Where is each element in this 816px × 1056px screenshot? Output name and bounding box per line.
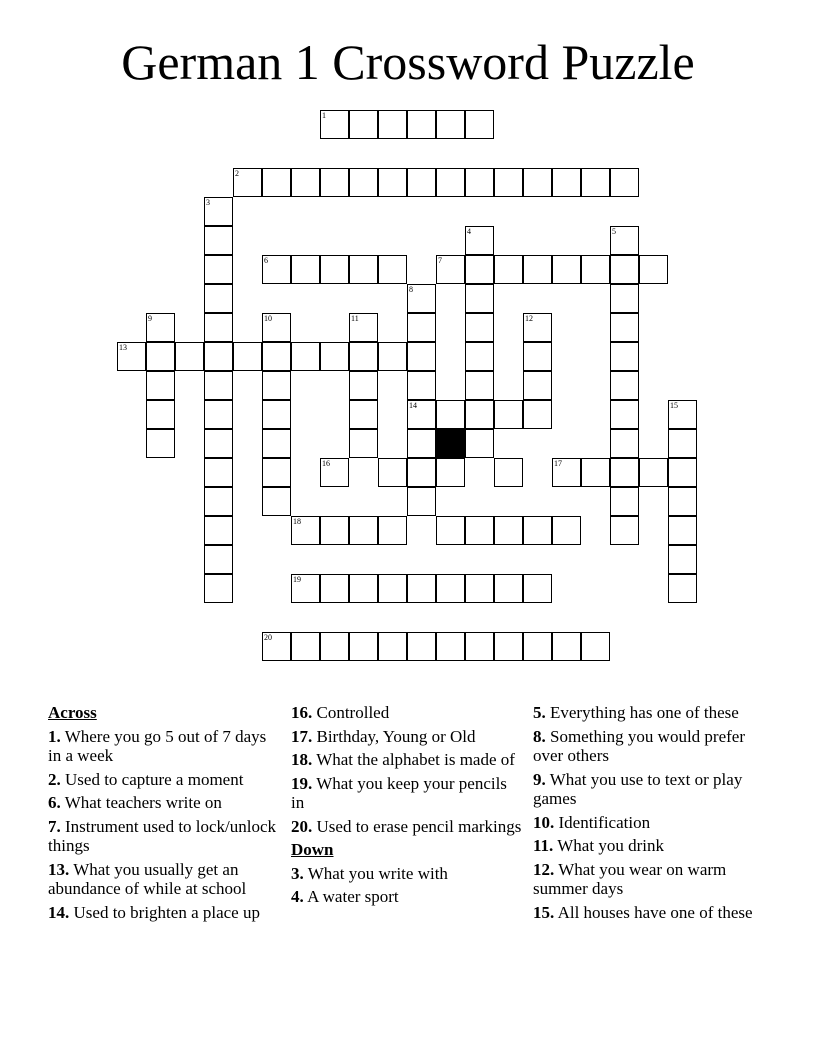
clue-number: 7 bbox=[438, 256, 442, 265]
grid-cell[interactable] bbox=[523, 516, 552, 545]
grid-cell[interactable] bbox=[204, 458, 233, 487]
grid-cell[interactable] bbox=[262, 371, 291, 400]
clue-item bbox=[48, 903, 280, 923]
grid-cell[interactable] bbox=[494, 574, 523, 603]
clue-item bbox=[291, 727, 523, 747]
clue-number: 3 bbox=[206, 198, 210, 207]
across-heading: Across bbox=[48, 703, 97, 722]
clue-text: Where you go 5 out of 7 days in a week bbox=[48, 726, 267, 765]
grid-cell[interactable] bbox=[436, 516, 465, 545]
clue-number-label: 8. bbox=[533, 726, 546, 746]
grid-cell[interactable] bbox=[610, 226, 639, 255]
grid-cell[interactable] bbox=[146, 342, 175, 371]
grid-cell[interactable] bbox=[262, 458, 291, 487]
grid-cell[interactable] bbox=[610, 255, 639, 284]
grid-cell[interactable] bbox=[610, 313, 639, 342]
down-clue-list bbox=[291, 864, 523, 907]
clue-column-2 bbox=[291, 703, 523, 911]
across-clue-list-continued bbox=[291, 703, 523, 836]
grid-cell[interactable] bbox=[407, 400, 436, 429]
grid-cell[interactable] bbox=[494, 168, 523, 197]
grid-cell[interactable] bbox=[378, 168, 407, 197]
grid-cell[interactable] bbox=[204, 429, 233, 458]
grid-cell[interactable] bbox=[349, 168, 378, 197]
clue-item bbox=[48, 770, 280, 790]
clue-text: Identification bbox=[558, 812, 651, 832]
grid-cell[interactable] bbox=[639, 458, 668, 487]
grid-cell[interactable] bbox=[349, 110, 378, 139]
grid-cell[interactable] bbox=[349, 516, 378, 545]
grid-cell[interactable] bbox=[175, 342, 204, 371]
grid-cell[interactable] bbox=[291, 632, 320, 661]
grid-cell[interactable] bbox=[465, 313, 494, 342]
grid-cell[interactable] bbox=[610, 429, 639, 458]
grid-cell[interactable] bbox=[465, 110, 494, 139]
grid-cell[interactable] bbox=[204, 400, 233, 429]
grid-cell[interactable] bbox=[668, 487, 697, 516]
grid-cell[interactable] bbox=[639, 255, 668, 284]
clue-item bbox=[291, 750, 523, 770]
grid-cell[interactable] bbox=[407, 110, 436, 139]
grid-cell[interactable] bbox=[523, 400, 552, 429]
grid-cell[interactable] bbox=[291, 168, 320, 197]
grid-cell[interactable] bbox=[262, 342, 291, 371]
clue-item bbox=[48, 817, 280, 856]
grid-cell[interactable] bbox=[349, 313, 378, 342]
clue-number-label: 4. bbox=[291, 887, 304, 906]
grid-cell[interactable] bbox=[320, 110, 349, 139]
grid-cell[interactable] bbox=[610, 458, 639, 487]
grid-cell[interactable] bbox=[204, 487, 233, 516]
clue-number: 9 bbox=[148, 314, 152, 323]
grid-cell[interactable] bbox=[610, 400, 639, 429]
down-clue-list-continued bbox=[533, 703, 753, 922]
grid-cell[interactable] bbox=[291, 516, 320, 545]
clue-text: What you usually get an abundance of while at school bbox=[48, 859, 247, 898]
grid-cell[interactable] bbox=[552, 632, 581, 661]
grid-cell[interactable] bbox=[204, 197, 233, 226]
grid-cell[interactable] bbox=[610, 371, 639, 400]
grid-cell[interactable] bbox=[320, 255, 349, 284]
grid-cell[interactable] bbox=[146, 313, 175, 342]
clue-text: Controlled bbox=[316, 703, 390, 722]
grid-cell[interactable] bbox=[523, 342, 552, 371]
clue-number: 19 bbox=[293, 575, 301, 584]
clue-number: 6 bbox=[264, 256, 268, 265]
clue-number-label: 7. bbox=[48, 816, 61, 836]
grid-cell-blocked bbox=[436, 429, 465, 458]
clue-column-1 bbox=[48, 703, 280, 926]
grid-cell[interactable] bbox=[349, 371, 378, 400]
clue-number-label: 17. bbox=[291, 726, 313, 746]
grid-cell[interactable] bbox=[378, 458, 407, 487]
grid-cell[interactable] bbox=[262, 400, 291, 429]
grid-cell[interactable] bbox=[552, 255, 581, 284]
clue-number: 10 bbox=[264, 314, 272, 323]
grid-cell[interactable] bbox=[523, 371, 552, 400]
clue-text: What the alphabet is made of bbox=[316, 750, 515, 769]
grid-cell[interactable] bbox=[349, 255, 378, 284]
grid-cell[interactable] bbox=[668, 458, 697, 487]
grid-cell[interactable] bbox=[378, 516, 407, 545]
grid-cell[interactable] bbox=[320, 574, 349, 603]
clue-number-label: 9. bbox=[533, 769, 546, 789]
grid-cell[interactable] bbox=[204, 342, 233, 371]
grid-cell[interactable] bbox=[465, 255, 494, 284]
grid-cell[interactable] bbox=[233, 342, 262, 371]
grid-cell[interactable] bbox=[465, 400, 494, 429]
grid-cell[interactable] bbox=[523, 574, 552, 603]
clue-item bbox=[291, 864, 523, 884]
grid-cell[interactable] bbox=[523, 632, 552, 661]
clue-item bbox=[533, 860, 753, 899]
clue-text: A water sport bbox=[307, 887, 399, 906]
grid-cell[interactable] bbox=[320, 516, 349, 545]
grid-cell[interactable] bbox=[146, 429, 175, 458]
clue-item bbox=[48, 860, 280, 899]
grid-cell[interactable] bbox=[552, 458, 581, 487]
clue-text: Used to erase pencil markings bbox=[316, 816, 522, 836]
grid-cell[interactable] bbox=[378, 110, 407, 139]
grid-cell[interactable] bbox=[494, 400, 523, 429]
grid-cell[interactable] bbox=[668, 574, 697, 603]
clue-number-label: 19. bbox=[291, 773, 313, 793]
clue-number-label: 3. bbox=[291, 863, 304, 883]
grid-cell[interactable] bbox=[407, 168, 436, 197]
clue-number-label: 20. bbox=[291, 816, 313, 836]
grid-cell[interactable] bbox=[233, 168, 262, 197]
grid-cell[interactable] bbox=[610, 168, 639, 197]
clue-text: Instrument used to lock/unlock things bbox=[48, 816, 277, 855]
grid-cell[interactable] bbox=[262, 487, 291, 516]
clue-text: What you keep your pencils in bbox=[291, 773, 507, 812]
page-title: German 1 Crossword Puzzle bbox=[121, 34, 695, 90]
clue-number-label: 6. bbox=[48, 793, 61, 812]
grid-cell[interactable] bbox=[494, 516, 523, 545]
clue-text: All houses have one of these bbox=[557, 902, 753, 922]
grid-cell[interactable] bbox=[407, 574, 436, 603]
grid-cell[interactable] bbox=[146, 400, 175, 429]
grid-cell[interactable] bbox=[262, 255, 291, 284]
grid-cell[interactable] bbox=[262, 429, 291, 458]
grid-cell[interactable] bbox=[581, 255, 610, 284]
grid-cell[interactable] bbox=[349, 400, 378, 429]
clue-number: 12 bbox=[525, 314, 533, 323]
clue-text: Everything has one of these bbox=[550, 703, 739, 722]
clue-number: 2 bbox=[235, 169, 239, 178]
grid-cell[interactable] bbox=[204, 574, 233, 603]
across-clue-list bbox=[48, 727, 280, 923]
clue-number-label: 2. bbox=[48, 769, 61, 789]
grid-cell[interactable] bbox=[320, 458, 349, 487]
clue-item bbox=[533, 770, 753, 809]
grid-cell[interactable] bbox=[204, 371, 233, 400]
grid-cell[interactable] bbox=[465, 284, 494, 313]
clue-number: 1 bbox=[322, 111, 326, 120]
clue-number-label: 18. bbox=[291, 750, 313, 769]
grid-cell[interactable] bbox=[407, 342, 436, 371]
grid-cell[interactable] bbox=[668, 516, 697, 545]
grid-cell[interactable] bbox=[436, 400, 465, 429]
grid-cell[interactable] bbox=[204, 313, 233, 342]
clue-item bbox=[48, 727, 280, 766]
clue-number-label: 14. bbox=[48, 902, 70, 922]
grid-cell[interactable] bbox=[407, 487, 436, 516]
grid-cell[interactable] bbox=[320, 342, 349, 371]
clue-number: 14 bbox=[409, 401, 417, 410]
grid-cell[interactable] bbox=[146, 371, 175, 400]
grid-cell[interactable] bbox=[610, 516, 639, 545]
grid-cell[interactable] bbox=[291, 574, 320, 603]
clue-item bbox=[291, 887, 523, 907]
grid-cell[interactable] bbox=[291, 255, 320, 284]
clue-item bbox=[48, 793, 280, 813]
grid-cell[interactable] bbox=[465, 168, 494, 197]
grid-cell[interactable] bbox=[465, 574, 494, 603]
grid-cell[interactable] bbox=[465, 342, 494, 371]
grid-cell[interactable] bbox=[204, 226, 233, 255]
grid-cell[interactable] bbox=[349, 342, 378, 371]
clue-number: 16 bbox=[322, 459, 330, 468]
clue-column-3 bbox=[533, 703, 753, 926]
clue-item bbox=[533, 903, 753, 923]
grid-cell[interactable] bbox=[407, 371, 436, 400]
grid-cell[interactable] bbox=[204, 545, 233, 574]
clue-number: 8 bbox=[409, 285, 413, 294]
clue-item bbox=[291, 817, 523, 837]
clue-text: What teachers write on bbox=[64, 793, 222, 812]
clue-text: What you wear on warm summer days bbox=[533, 859, 727, 898]
grid-cell[interactable] bbox=[465, 429, 494, 458]
grid-cell[interactable] bbox=[668, 545, 697, 574]
clue-number: 5 bbox=[612, 227, 616, 236]
clue-number: 17 bbox=[554, 459, 562, 468]
grid-cell[interactable] bbox=[668, 429, 697, 458]
clue-number-label: 5. bbox=[533, 703, 546, 722]
grid-cell[interactable] bbox=[204, 516, 233, 545]
grid-cell[interactable] bbox=[436, 574, 465, 603]
grid-cell[interactable] bbox=[117, 342, 146, 371]
grid-cell[interactable] bbox=[465, 632, 494, 661]
grid-cell[interactable] bbox=[378, 255, 407, 284]
grid-cell[interactable] bbox=[407, 632, 436, 661]
grid-cell[interactable] bbox=[523, 313, 552, 342]
clue-item bbox=[533, 813, 753, 833]
grid-cell[interactable] bbox=[262, 313, 291, 342]
grid-cell[interactable] bbox=[581, 168, 610, 197]
grid-cell[interactable] bbox=[465, 226, 494, 255]
clue-number-label: 1. bbox=[48, 726, 61, 746]
clue-text: Used to brighten a place up bbox=[73, 902, 260, 922]
grid-cell[interactable] bbox=[320, 168, 349, 197]
grid-cell[interactable] bbox=[436, 632, 465, 661]
clue-item bbox=[291, 774, 523, 813]
clue-number-label: 16. bbox=[291, 703, 313, 722]
clue-number-label: 11. bbox=[533, 836, 554, 855]
grid-cell[interactable] bbox=[407, 458, 436, 487]
clue-text: What you write with bbox=[307, 863, 448, 883]
clue-number-label: 12. bbox=[533, 859, 555, 879]
clue-number: 11 bbox=[351, 314, 359, 323]
grid-cell[interactable] bbox=[523, 168, 552, 197]
clue-text: Birthday, Young or Old bbox=[316, 726, 476, 746]
grid-cell[interactable] bbox=[436, 458, 465, 487]
grid-cell[interactable] bbox=[378, 632, 407, 661]
clue-text: What you drink bbox=[557, 836, 664, 855]
grid-cell[interactable] bbox=[204, 255, 233, 284]
clue-number-label: 15. bbox=[533, 902, 555, 922]
grid-cell[interactable] bbox=[610, 284, 639, 313]
grid-cell[interactable] bbox=[581, 458, 610, 487]
clue-item bbox=[291, 703, 523, 723]
grid-cell[interactable] bbox=[349, 429, 378, 458]
grid-cell[interactable] bbox=[407, 429, 436, 458]
clue-number: 18 bbox=[293, 517, 301, 526]
grid-cell[interactable] bbox=[204, 284, 233, 313]
clue-number: 4 bbox=[467, 227, 471, 236]
grid-cell[interactable] bbox=[378, 342, 407, 371]
grid-cell[interactable] bbox=[668, 400, 697, 429]
grid-cell[interactable] bbox=[262, 632, 291, 661]
grid-cell[interactable] bbox=[349, 574, 378, 603]
grid-cell[interactable] bbox=[320, 632, 349, 661]
clue-number-label: 13. bbox=[48, 859, 70, 879]
grid-cell[interactable] bbox=[262, 168, 291, 197]
clue-number: 13 bbox=[119, 343, 127, 352]
grid-cell[interactable] bbox=[523, 255, 552, 284]
grid-cell[interactable] bbox=[436, 168, 465, 197]
grid-cell[interactable] bbox=[552, 168, 581, 197]
grid-cell[interactable] bbox=[291, 342, 320, 371]
clue-item bbox=[533, 703, 753, 723]
grid-cell[interactable] bbox=[494, 255, 523, 284]
grid-cell[interactable] bbox=[407, 284, 436, 313]
clue-text: Something you would prefer over others bbox=[533, 726, 745, 765]
clue-number-label: 10. bbox=[533, 812, 555, 832]
clue-item bbox=[533, 727, 753, 766]
clue-item bbox=[533, 836, 753, 856]
grid-cell[interactable] bbox=[407, 313, 436, 342]
clue-text: Used to capture a moment bbox=[65, 769, 244, 789]
grid-cell[interactable] bbox=[581, 632, 610, 661]
clue-text: What you use to text or play games bbox=[533, 769, 743, 808]
grid-cell[interactable] bbox=[378, 574, 407, 603]
grid-cell[interactable] bbox=[552, 516, 581, 545]
grid-cell[interactable] bbox=[465, 516, 494, 545]
grid-cell[interactable] bbox=[610, 342, 639, 371]
clue-number: 20 bbox=[264, 633, 272, 642]
grid-cell[interactable] bbox=[610, 487, 639, 516]
grid-cell[interactable] bbox=[494, 632, 523, 661]
grid-cell[interactable] bbox=[494, 458, 523, 487]
grid-cell[interactable] bbox=[465, 371, 494, 400]
grid-cell[interactable] bbox=[349, 632, 378, 661]
grid-cell[interactable] bbox=[436, 255, 465, 284]
grid-cell[interactable] bbox=[436, 110, 465, 139]
down-heading: Down bbox=[291, 840, 334, 859]
clue-number: 15 bbox=[670, 401, 678, 410]
